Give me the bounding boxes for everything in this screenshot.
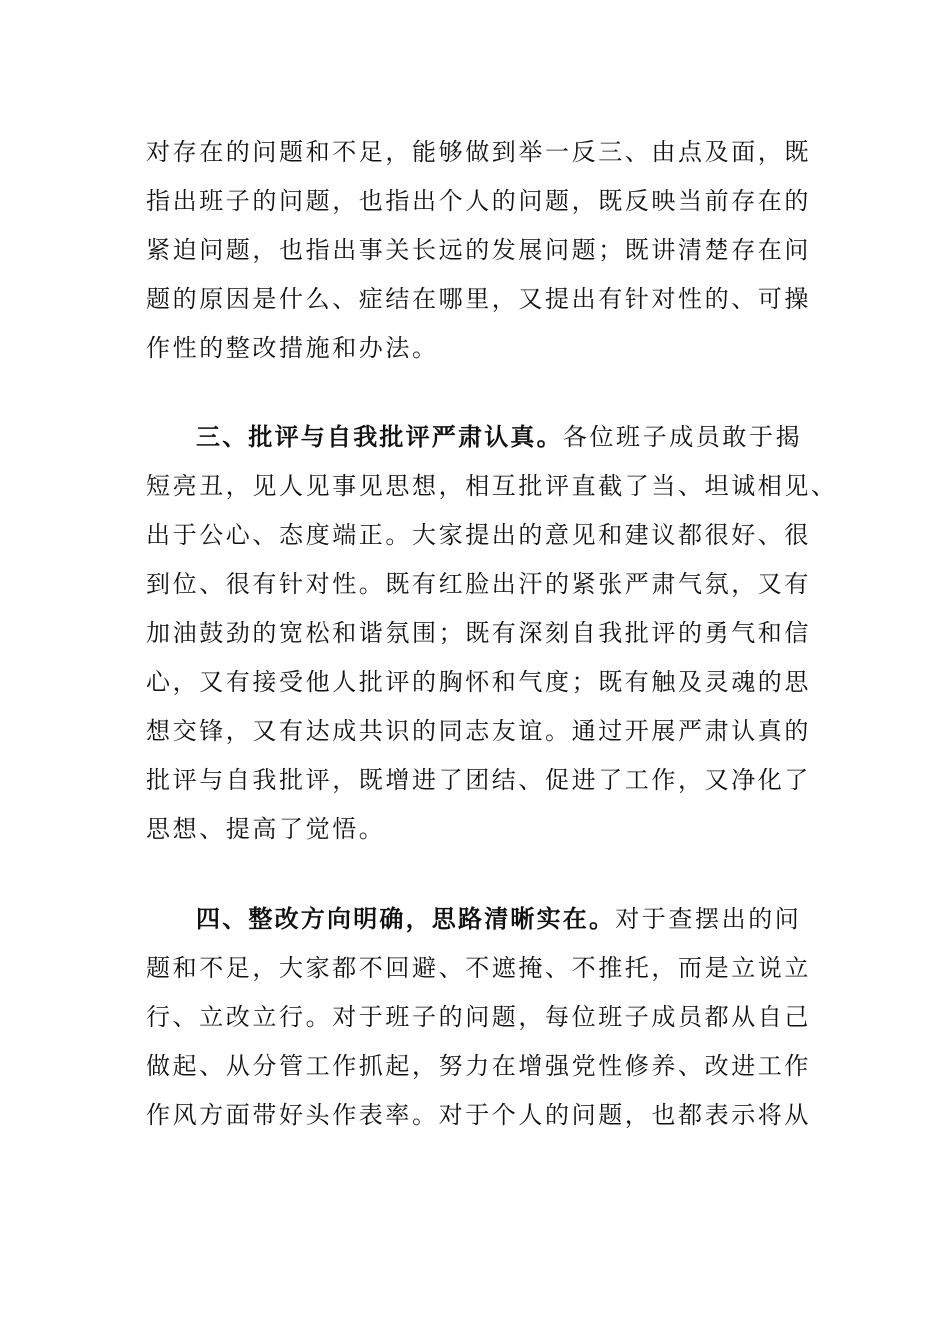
- paragraph-1-line-4: 题的原因是什么、症结在哪里，又提出有针对性的、可操: [146, 285, 811, 313]
- paragraph-2-line-7: 想交锋，又有达成共识的同志友谊。通过开展严肃认真的: [146, 717, 811, 745]
- paragraph-2-line-8: 批评与自我批评，既增进了团结、促进了工作，又净化了: [146, 766, 811, 794]
- paragraph-3-line-2: 题和不足，大家都不回避、不遮掩、不推托，而是立说立: [146, 954, 811, 982]
- paragraph-2-line-6: 心，又有接受他人批评的胸怀和气度；既有触及灵魂的思: [146, 668, 811, 696]
- paragraph-2-line-3: 出于公心、态度端正。大家提出的意见和建议都很好、很: [146, 521, 811, 549]
- paragraph-1-line-3: 紧迫问题，也指出事关长远的发展问题；既讲清楚存在问: [146, 236, 811, 264]
- paragraph-2-line-4: 到位、很有针对性。既有红脸出汗的紧张严肃气氛，又有: [146, 570, 811, 598]
- paragraph-2-line-5: 加油鼓劲的宽松和谐氛围；既有深刻自我批评的勇气和信: [146, 619, 811, 647]
- paragraph-3-line-3: 行、立改立行。对于班子的问题，每位班子成员都从自己: [146, 1003, 811, 1031]
- paragraph-3-line-4: 做起、从分管工作抓起，努力在增强党性修养、改进工作: [146, 1052, 811, 1080]
- paragraph-1-line-2: 指出班子的问题，也指出个人的问题，既反映当前存在的: [146, 187, 811, 215]
- paragraph-2-first-line-text: 各位班子成员敢于揭: [562, 423, 803, 451]
- paragraph-3-first-line: [196, 904, 801, 934]
- paragraph-2-line-9: 思想、提高了觉悟。: [146, 815, 386, 843]
- section-heading-4: 四、整改方向明确，思路清晰实在。: [196, 905, 616, 933]
- paragraph-2-line-2: 短亮丑，见人见事见思想，相互批评直截了当、坦诚相见、: [146, 472, 838, 500]
- section-heading-3: 三、批评与自我批评严肃认真。: [196, 423, 563, 451]
- paragraph-1-line-1: 对存在的问题和不足，能够做到举一反三、由点及面，既: [146, 138, 811, 166]
- paragraph-3-first-line-text: 对于查摆出的问: [615, 905, 802, 933]
- paragraph-1-line-5: 作性的整改措施和办法。: [146, 334, 439, 362]
- paragraph-2-first-line: [196, 422, 802, 452]
- paragraph-3-line-5: 作风方面带好头作表率。对于个人的问题，也都表示将从: [146, 1101, 811, 1129]
